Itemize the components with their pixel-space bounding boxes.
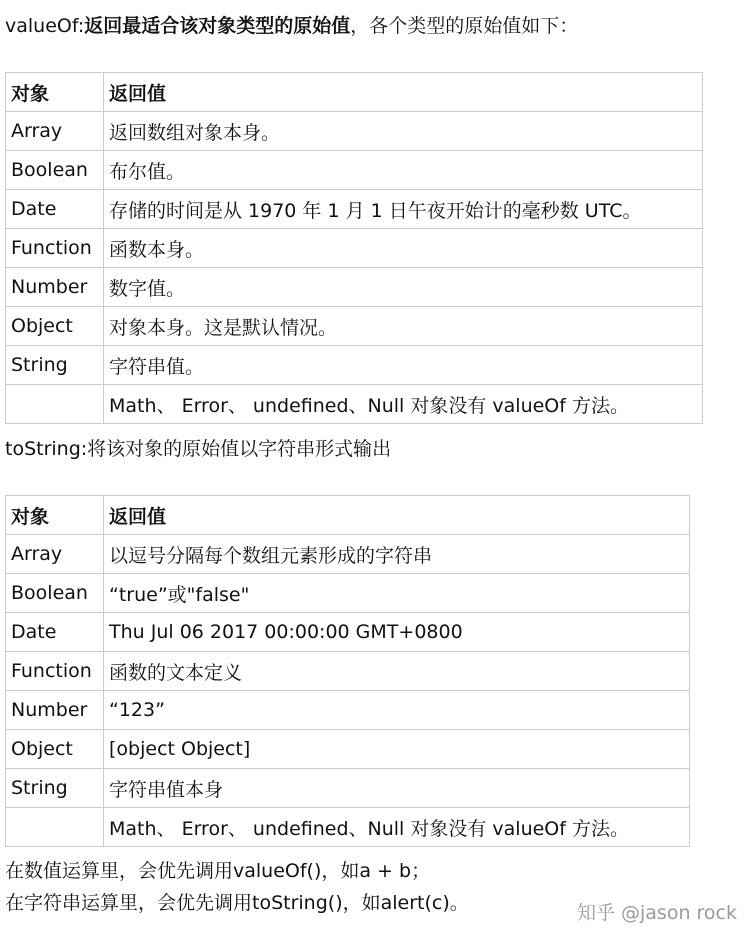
table-row: [6, 229, 703, 268]
valueof-rest: ，各个类型的原始值如下：: [350, 15, 579, 37]
row-object: Function: [6, 652, 104, 691]
row-value: “123”: [104, 691, 690, 730]
row-object: Array: [6, 112, 104, 151]
valueof-table: [5, 72, 703, 424]
row-value: 存储的时间是从 1970 年 1 月 1 日午夜开始计的毫秒数 UTC。: [104, 190, 703, 229]
table-header-row: [6, 496, 690, 535]
table-row: [6, 268, 703, 307]
header-object: 对象: [6, 496, 104, 535]
table-row: [6, 151, 703, 190]
header-object: 对象: [6, 73, 104, 112]
header-return-value: 返回值: [104, 73, 703, 112]
row-object: String: [6, 346, 104, 385]
row-value: 返回数组对象本身。: [104, 112, 703, 151]
row-value: 以逗号分隔每个数组元素形成的字符串: [104, 535, 690, 574]
note-tostring: 在字符串运算里，会优先调用toString()，如alert(c)。: [5, 892, 469, 914]
table-row: [6, 190, 703, 229]
row-value: Math、 Error、 undefined、Null 对象没有 valueOf 方法。: [104, 385, 703, 424]
table-row: [6, 808, 690, 847]
table-header-row: [6, 73, 703, 112]
valueof-bold-desc: 返回最适合该对象类型的原始值: [84, 15, 351, 37]
row-object: String: [6, 769, 104, 808]
table-row: [6, 574, 690, 613]
row-value: Thu Jul 06 2017 00:00:00 GMT+0800: [104, 613, 690, 652]
row-object: Function: [6, 229, 104, 268]
table-row: [6, 346, 703, 385]
row-value: 字符串值。: [104, 346, 703, 385]
table-row: [6, 613, 690, 652]
header-return-value: 返回值: [104, 496, 690, 535]
table-row: [6, 730, 690, 769]
table-row: [6, 112, 703, 151]
tostring-table: [5, 495, 690, 847]
row-value: 函数本身。: [104, 229, 703, 268]
row-object: [6, 808, 104, 847]
row-object: Object: [6, 730, 104, 769]
zhihu-watermark: 知乎 @jason rock: [576, 902, 737, 924]
row-object: Object: [6, 307, 104, 346]
row-object: Boolean: [6, 151, 104, 190]
row-value: 函数的文本定义: [104, 652, 690, 691]
row-object: Date: [6, 190, 104, 229]
row-value: 数字值。: [104, 268, 703, 307]
note-valueof: 在数值运算里，会优先调用valueOf()，如a + b；: [5, 860, 431, 882]
row-value: [object Object]: [104, 730, 690, 769]
row-value: 对象本身。这是默认情况。: [104, 307, 703, 346]
valueof-term: valueOf:: [5, 15, 85, 37]
row-value: 布尔值。: [104, 151, 703, 190]
row-object: Number: [6, 268, 104, 307]
tostring-heading: toString:将该对象的原始值以字符串形式输出: [5, 438, 392, 460]
valueof-heading: [5, 13, 578, 39]
table-row: [6, 652, 690, 691]
row-object: Boolean: [6, 574, 104, 613]
row-object: Array: [6, 535, 104, 574]
table-row: [6, 307, 703, 346]
row-object: Date: [6, 613, 104, 652]
row-value: “true”或"false": [104, 574, 690, 613]
table-row: [6, 769, 690, 808]
table-row: [6, 691, 690, 730]
row-object: Number: [6, 691, 104, 730]
table-row: [6, 385, 703, 424]
table-row: [6, 535, 690, 574]
row-object: [6, 385, 104, 424]
row-value: Math、 Error、 undefined、Null 对象没有 valueOf 方法。: [104, 808, 690, 847]
row-value: 字符串值本身: [104, 769, 690, 808]
